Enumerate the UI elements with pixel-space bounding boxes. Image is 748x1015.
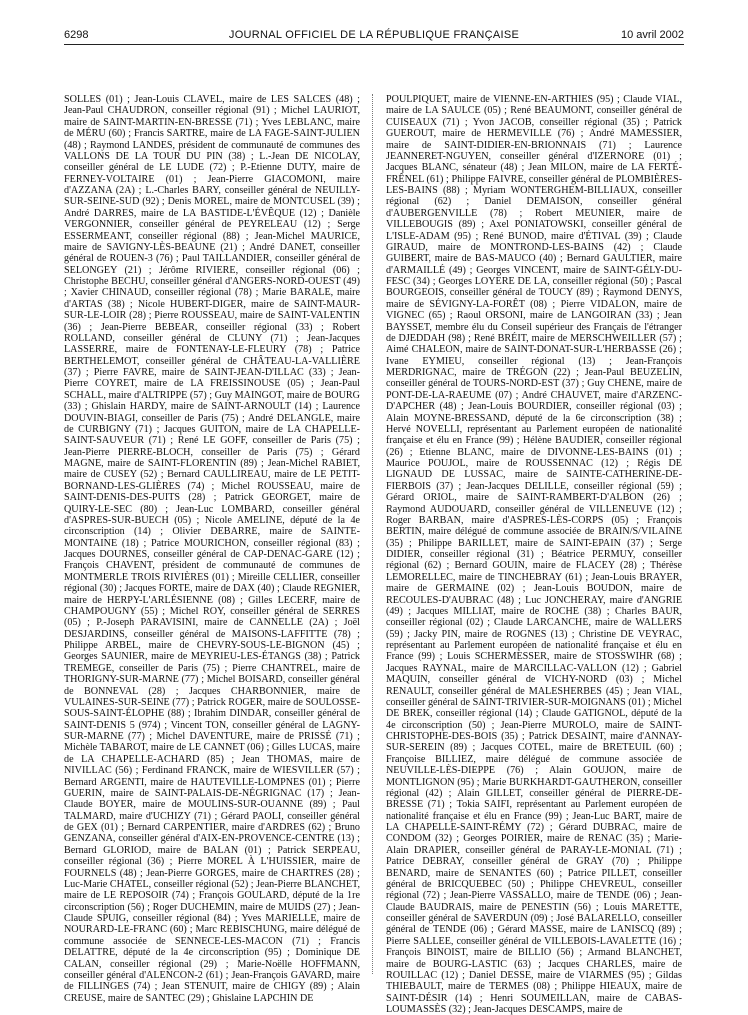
- publication-date: 10 avril 2002: [621, 29, 684, 41]
- page-header: [64, 26, 684, 44]
- right-column: [386, 94, 682, 1015]
- header-rule: [64, 44, 684, 45]
- right-column-text: POULPIQUET, maire de VIENNE-EN-ARTHIES (95) ; Claude VIAL, maire de LA SAULCE (05) ; René BEAUMONT, conseiller général de CUISEAUX (71) ; Yvon JACOB, conseiller régional (35) ; Patrick GUEROUT, maire de HERMEVILLE (76) ; André MAMESSIER, maire de SAINT-DIDIER-EN-BRIONNAIS (71) ; Laurence JEANNERET-NGUYEN, conseiller général d'IZERNORE (01) ; Jacques BLANC, sénateur (48) ; Jean MILON, maire de LA FERTÉ-FRÊNEL (61) ; Philippe FAIVRE, conseiller général de PLOMBIÈRES-LES-BAINS (88) ; Myriam WONTERGHEM-BILLIAUX, conseiller régional (62) ; Daniel DEMAISON, conseiller général d'AUBERGENVILLE (78) ; Robert MEUNIER, maire de VILLEBOUGIS (89) ; Axel PONIATOWSKI, conseiller général de L'ISLE-ADAM (95) ; René BUNOD, maire d'ÉTIVAL (39) ; Claude GIRAUD, maire de MONTROND-LES-BAINS (42) ; Claude GUIBERT, maire de BAS-MAUCO (40) ; Bernard GAULTIER, maire d'ARMAILLÉ (49) ; Georges VINCENT, maire de SAINT-GÉLY-DU-FESC (34) ; Georges LOYERE DE LA, conseiller régional (50) ; Pascal BOURGEOIS, conseiller général de TOUCY (89) ; Raymond DENYS, maire de SÉVIGNY-LA-FORÊT (08) ; Pierre VIDALON, maire de VIGNEC (65) ; Raoul ORSONI, maire de LANGOIRAN (33) ; Jean BAYSSET, membre élu du Conseil supérieur des Français de l'étranger de DJEDDAH (98) ; René BRÉIT, maire de MERSCHWEILLER (57) ; Aimé CHALEON, maire de SAINT-DONAT-SUR-L'HERBASSE (26) ; Ivane EYMIEU, conseiller régional (13) ; Jean-François MERDRIGNAC, maire de TRÉGON (22) ; Jean-Paul BEUZELIN, conseiller général de TOURS-NORD-EST (37) ; Guy CHENE, maire de PONT-DE-LA-RAEUME (07) ; André CHAUVET, maire d'ARZENC-D'APCHER (48) ; Jean-Louis BOURDIER, conseiller régional (03) ; Alain MOYNE-BRESSAND, député de la 6e circonscription (38) ; Hervé NOVELLI, représentant au Parlement européen de nationalité française et élu en France (99) ; Hélène BAUDIER, conseiller régional (26) ; Etienne BLANC, maire de DIVONNE-LES-BAINS (01) ; Maurice POUJOL, maire de ROUSSENNAC (12) ; Régis DE LIGNAUD DE LUSSAC, maire de SAINTE-CATHERINE-DE-FIERBOIS (37) ; Jean-Jacques DELILLE, conseiller régional (59) ; Gérard ORIOL, maire de SAINT-RAMBERT-D'ALBON (26) ; Raymond AUDOUARD, conseiller général de VILLENEUVE (12) ; Roger BARBAN, maire d'ASPRES-LÈS-CORPS (05) ; François BERTIN, maire délégué de commune associée de BRAIN/S/VILAINE (35) ; Philippe BARILLET, maire de SAINT-EPAIN (37) ; Serge DIDIER, conseiller régional (31) ; Béatrice PERMUY, conseiller régional (62) ; Bernard GOUIN, maire de FLACEY (28) ; Thérèse LEMORELLEC, maire de TINCHEBRAY (61) ; Jean-Louis BRAYER, maire de GERMAINE (02) ; Jean-Louis BOUDON, maire de RECOULES-D'AUBRAC (48) ; Luc JONCHERAY, maire d'ANGRIE (49) ; Jacques MILLIAT, maire de ROCHE (38) ; Charles BAUR, conseiller régional (02) ; Claude LARCANCHE, maire de WALLERS (59) ; Jacky PIN, maire de ROGNES (13) ; Christine DE VEYRAC, représentant au Parlement européen de nationalité française et élu en France (99) ; Louis SCHERMESSER, maire de STOSSWIHR (68) ; Jacques RAYNAL, maire de MARCILLAC-VALLON (12) ; Gabriel MAQUIN, conseiller général de VICHY-NORD (03) ; Michel RENAULT, conseiller général de MALESHERBES (45) ; Jean VIAL, conseiller général de SAINT-TRIVIER-SUR-MOIGNANS (01) ; Michel DE BREK, conseiller régional (14) ; Claude GATIGNOL, député de la 4e circonscription (50) ; Jean-Pierre MUROLO, maire de SAINT-CHRISTOPHE-DES-BOIS (35) ; Patrick DESAINT, maire d'ANNAY-SUR-SEREIN (89) ; Jacques COTEL, maire de BRETEUIL (60) ; Françoise BILLIEZ, maire délégué de commune associée de NEUVILLE-LÈS-DIEPPE (76) ; Alain GOUJON, maire de MONTLIGNON (95) ; Marie BURKHARDT-GAUTHERON, conseiller régional (42) ; Alain GILLET, conseiller général de PIERRE-DE-BRESSE (71) ; Tokia SAIFI, représentant au Parlement européen de nationalité française et élu en France (99) ; Jean-Luc BART, maire de LA CHAPELLE-SAINT-RÉMY (72) ; Gérard DUBRAC, maire de CONDOM (32) ; Georges POIRIER, maire de RENAC (35) ; Marie-Alain DRAPIER, conseiller général de PARAY-LE-MONIAL (71) ; Patrice DEBRAY, conseiller général de GRAY (70) ; Philippe BENARD, maire de SENANTES (60) ; Patrice PILLET, conseiller général de BRICQUEBEC (50) ; Philippe CHEVREUL, conseiller régional (72) ; Jean-Pierre VASSALLO, maire de TENDE (06) ; Jean-Claude BAUDRAIS, maire de PENESTIN (56) ; Louis MARETTE, conseiller général de SAVERDUN (09) ; José BALARELLO, conseiller général de TENDE (06) ; Gérard MASSE, maire de LANISCQ (89) ; Pierre SALLEE, conseiller général de VILLEBOIS-LAVALETTE (16) ; François BINOIST, maire de BILLIO (56) ; Armand BLANCHET, maire de BOURG-LASTIC (63) ; Jacques CHARLES, maire de ROUILLAC (12) ; Daniel DESSE, maire de VIARMES (95) ; Gildas THIEBAULT, maire de TERMES (08) ; Philippe HIEAUX, maire de SAINT-DÉSIR (14) ; Henri SOUMEILLAN, maire de CABAS-LOUMASSÈS (32) ; Jean-Jacques DESCAMPS, maire de: [386, 94, 682, 1015]
- page-number: 6298: [64, 29, 89, 41]
- left-column: [64, 94, 360, 1004]
- left-column-text: SOLLES (01) ; Jean-Louis CLAVEL, maire de LES SALCES (48) ; Jean-Paul CHAUDRON, conseiller régional (91) ; Michel LAURIOT, maire de SAINT-MARTIN-EN-BRESSE (71) ; Yves LEBLANC, maire de MÉRU (60) ; Francis SARTRE, maire de LA FAGE-SAINT-JULIEN (48) ; Raymond LANDES, président de communauté de communes des VALLONS DE LA TOUR DU PIN (38) ; L.-Jean DE NICOLAY, conseiller général de LE LUDE (72) ; P.-Etienne DUTY, maire de FERNEY-VOLTAIRE (01) ; Jean-Pierre GIACOMONI, maire d'AZZANA (2A) ; L.-Charles BARY, conseiller général de NEUILLY-SUR-SEINE-SUD (92) ; Denis MOREL, maire de MONTCUSEL (39) ; André DARRES, maire de LA BASTIDE-L'ÉVÊQUE (12) ; Danièle VERGONNIER, conseiller général de PEYRELEAU (12) ; Serge ESSERMEANT, conseiller régional (88) ; Jean-Michel MAURICE, maire de SAVIGNY-LÈS-BEAUNE (21) ; André DANET, conseiller général de ROUEN-3 (76) ; Paul TAILLANDIER, conseiller général de SELONGEY (21) ; Jérôme RIVIERE, conseiller régional (06) ; Christophe BECHU, conseiller général d'ANGERS-NORD-OUEST (49) ; Xavier CHINAUD, conseiller régional (78) ; Marie BARALE, maire d'ARTAS (38) ; Nicole HUBERT-DIGER, maire de SAINT-MAUR-SUR-LE-LOIR (28) ; Pierre ROUSSEAU, maire de SAINT-VALENTIN (36) ; Jean-Pierre BEBEAR, conseiller régional (33) ; Robert ROLLAND, conseiller général de CLUNY (71) ; Jean-Jacques LASSERRE, maire de FONTENAY-LE-FLEURY (78) ; Patrice BERTHELEMOT, conseiller général de CHÂTEAU-LA-VALLIÈRE (37) ; Pierre FAVRE, maire de SAINT-JEAN-D'ILLAC (33) ; Jean-Pierre COYRET, maire de LA FREISSINOUSE (05) ; Jean-Paul SCHALL, maire d'ALTRIPPE (57) ; Guy MAINGOT, maire de BOURG (33) ; Ghislain HARDY, maire de SAINT-ARNOULT (14) ; Laurence DOUVIN-BIAGI, conseiller de Paris (75) ; André DELANGLE, maire de CURBIGNY (71) ; Jacques GUITON, maire de LA CHAPELLE-SAINT-SAUVEUR (71) ; René LE GOFF, conseiller de Paris (75) ; Jean-Pierre PIERRE-BLOCH, conseiller de Paris (75) ; Gérard MAGNE, maire de SAINT-FLORENTIN (89) ; Jean-Michel RABIET, maire de CUSEY (52) ; Bernard CAULLIREAU, maire de LE PETIT-BORNAND-LES-GLIÈRES (74) ; Michel ROUSSEAU, maire de SAINT-DENIS-DES-PUITS (28) ; Patrick GEORGET, maire de QUIRY-LE-SEC (80) ; Jean-Luc LOMBARD, conseiller général d'ASPRES-SUR-BUECH (05) ; Nicole AMELINE, député de la 4e circonscription (14) ; Olivier DEBARRE, maire de SAINTE-MONTAINE (18) ; Patrice MOURICHON, conseiller régional (83) ; Jacques DOURNES, conseiller général de CAP-DENAC-GARE (12) ; François CHAVENT, président de communauté de communes de MONTMERLE TROIS RIVIÈRES (01) ; Mireille CELLIER, conseiller régional (30) ; Jacques FORTE, maire de DAX (40) ; Claude REGNIER, maire de HERPY-L'ARLÉSIENNE (08) ; Gilles LECERF, maire de CHAMPOUGNY (55) ; Michel ROY, conseiller général de SERRES (05) ; P.-Joseph PARAVISINI, maire de CANNELLE (2A) ; Joël DESJARDINS, conseiller général de MAISONS-LAFFITTE (78) ; Philippe ARBEL, maire de CHEVRY-SOUS-LE-BIGNON (45) ; Georges SAUNIER, maire de MEYRIEU-LES-ÉTANGS (38) ; Patrick TREMEGE, conseiller de Paris (75) ; Pierre CHANTREL, maire de THORIGNY-SUR-MARNE (77) ; Michel BOISARD, conseiller général de BONNEVAL (28) ; Jacques CHARBONNIER, maire de VULAINES-SUR-SEINE (77) ; Patrick ROGER, maire de SOULOSSE-SOUS-SAINT-ÉLOPHE (88) ; Ibrahim DINDAR, conseiller général de SAINT-DENIS 5 (974) ; Vincent TON, conseiller général de LAGNY-SUR-MARNE (77) ; Michel DAVENTURE, maire de PRISSÉ (71) ; Michèle TABAROT, maire de LE CANNET (06) ; Gilles LUCAS, maire de LA CHAPELLE-ACHARD (85) ; Jean THOMAS, maire de NIVILLAC (56) ; Ferdinand FRANCK, maire de WIESVILLER (57) ; Bernard ARGENTI, maire de HAUTEVILLE-LOMPNES (01) ; Pierre GUERIN, maire de SAINT-PALAIS-DE-NÉGRIGNAC (17) ; Jean-Claude BOYER, maire de MOULINS-SUR-OUANNE (89) ; Paul TALMARD, maire d'UCHIZY (71) ; Gérard PAOLI, conseiller général de GEX (01) ; Bernard CARPENTIER, maire d'ARDRES (62) ; Bruno GENZANA, conseiller général d'AIX-EN-PROVENCE-CENTRE (13) ; Bernard GLORIOD, maire de BALAN (01) ; Patrick SERPEAU, conseiller régional (36) ; Pierre MOREL À L'HUISSIER, maire de FOURNELS (48) ; Jean-Pierre GORGES, maire de CHARTRES (28) ; Luc-Marie CHATEL, conseiller régional (52) ; Jean-Pierre BLANCHET, maire de LE REPOSOIR (74) ; François GOULARD, député de la 1re circonscription (56) ; Roger DUCHEMIN, maire de MUIDS (27) ; Jean-Claude SPUIG, conseiller régional (84) ; Yves MARIELLE, maire de NOURARD-LE-FRANC (60) ; Marc REBISCHUNG, maire délégué de commune associée de SENNECE-LES-MACON (71) ; Francis DELATTRE, député de la 4e circonscription (95) ; Dominique DE CALAN, conseiller régional (29) ; Marie-Noëlle HOFFMANN, conseiller général d'ALENCON-2 (61) ; Jean-François GAVARD, maire de FILLINGES (74) ; Jean STENUIT, maire de CHIGY (89) ; Alain CREUSE, maire de SANTEC (29) ; Ghislaine LAPCHIN DE: [64, 94, 360, 1004]
- column-divider: [372, 94, 373, 974]
- journal-title: JOURNAL OFFICIEL DE LA RÉPUBLIQUE FRANÇAISE: [228, 29, 520, 41]
